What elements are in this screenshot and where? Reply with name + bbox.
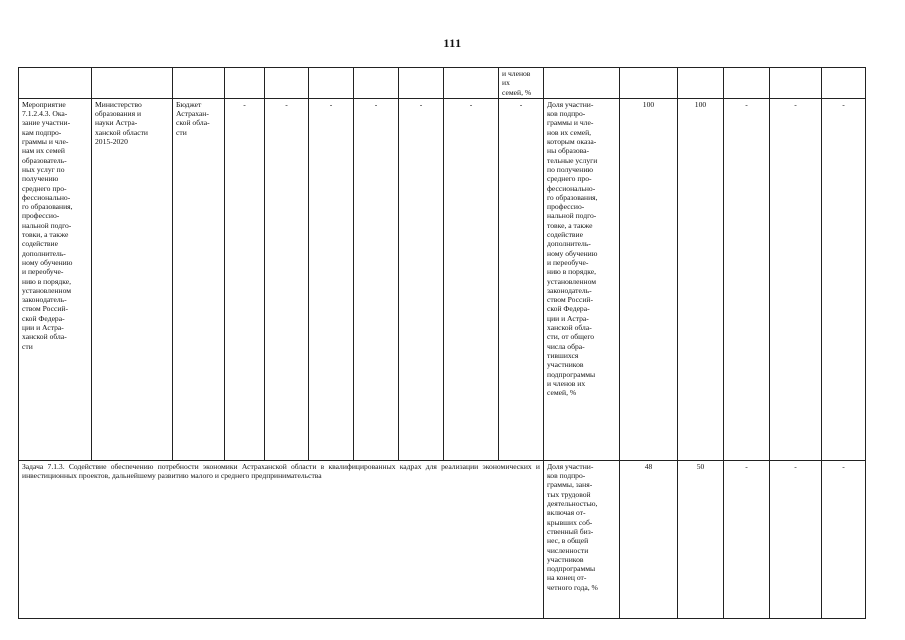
event-row (19, 98, 866, 460)
empty-cell (444, 68, 499, 99)
target-cell: - (770, 98, 822, 460)
activity-cell: Мероприятие 7.1.2.4.3. Ока- зание участни- кам подпро- граммы и чле- нам их семей образователь- ных услуг по получению среднего про- фессионально- го образования, профессио- нальной подго- товки, а также содействие дополнитель- ному обучению и переобуче- нию в порядке, установленном законодатель- ством Россий- ской Федера- ции и Астра- ханской обла- сти (19, 98, 92, 460)
source-cell: Бюджет Астрахан- ской обла- сти (173, 98, 225, 460)
target-cell: - (770, 460, 822, 618)
target-cell: - (822, 460, 866, 618)
funding-cell: - (499, 98, 544, 460)
task-cell: Задача 7.1.3. Содействие обеспечению потребности экономики Астраханской области в квалифицированных кадрах для реализации экономических и инвестиционных проектов, дальнейшему развитию малого и среднего предпринимательства (19, 460, 544, 618)
program-table (18, 67, 866, 619)
task-row (19, 460, 866, 618)
empty-cell (173, 68, 225, 99)
funding-cell: - (444, 98, 499, 460)
target-cell: 48 (620, 460, 678, 618)
empty-cell (399, 68, 444, 99)
target-cell: 100 (620, 98, 678, 460)
indicator-continuation: и членов их семей, % (499, 68, 544, 99)
indicator-cell: Доля участни- ков подпро- граммы, заня- тых трудовой деятельностью, включая от- крывших соб- ственный биз- нес, в общей численности участников подпрограммы на конец от- четного года, % (544, 460, 620, 618)
empty-cell (265, 68, 309, 99)
target-cell: - (724, 98, 770, 460)
executor-cell: Министерство образования и науки Астра- ханской области 2015-2020 (92, 98, 173, 460)
empty-cell (770, 68, 822, 99)
empty-cell (822, 68, 866, 99)
funding-cell: - (354, 98, 399, 460)
funding-cell: - (309, 98, 354, 460)
empty-cell (225, 68, 265, 99)
funding-cell: - (265, 98, 309, 460)
empty-cell (544, 68, 620, 99)
empty-cell (620, 68, 678, 99)
continuation-row (19, 68, 866, 99)
target-cell: - (822, 98, 866, 460)
page-number: 111 (443, 36, 462, 50)
empty-cell (354, 68, 399, 99)
empty-cell (724, 68, 770, 99)
funding-cell: - (225, 98, 265, 460)
target-cell: 50 (678, 460, 724, 618)
empty-cell (92, 68, 173, 99)
funding-cell: - (399, 98, 444, 460)
empty-cell (678, 68, 724, 99)
indicator-cell: Доля участни- ков подпро- граммы и чле- нов их семей, которым оказа- ны образова- тельные услуги по получению среднего про- фессионально- го образования, профессио- нальной подго- товке, а также содействие дополнитель- ному обучению и переобуче- нию в порядке, установленном законодатель- ством Россий- ской Федера- ции и Астра- ханской обла- сти, от общего числа обра- тившихся участников подпрограммы и членов их семей, % (544, 98, 620, 460)
empty-cell (309, 68, 354, 99)
target-cell: - (724, 460, 770, 618)
empty-cell (19, 68, 92, 99)
target-cell: 100 (678, 98, 724, 460)
